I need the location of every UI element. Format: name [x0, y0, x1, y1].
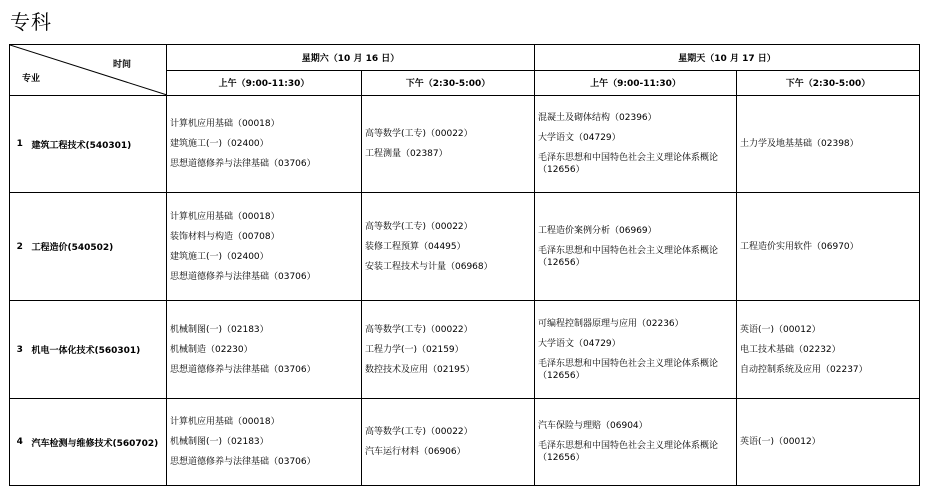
table-row: [10, 96, 920, 193]
course-item: 建筑施工(一)（02400）: [170, 139, 269, 149]
table-row: [10, 399, 920, 486]
sun-am-cell: [535, 193, 737, 301]
course-item: 电工技术基础（02232）: [740, 344, 841, 355]
corner-time-label: 时间: [112, 60, 131, 70]
course-item: 自动控制系统及应用（02237）: [740, 364, 868, 375]
sun-pm-cell: [737, 301, 920, 399]
course-item: 装修工程预算（04495）: [365, 241, 466, 252]
day-header-sunday: 星期天（10 月 17 日）: [535, 45, 920, 71]
sat-am-cell: [167, 399, 362, 486]
page-title: 专科: [10, 10, 52, 34]
course-item: 数控技术及应用（02195）: [365, 364, 475, 375]
course-item: 工程造价案例分析（06969）: [538, 225, 657, 236]
course-item: 大学语文（04729）: [538, 338, 621, 349]
sun-pm-cell: [737, 399, 920, 486]
course-item: 毛泽东思想和中国特色社会主义理论体系概论（12656）: [538, 441, 719, 463]
course-item: 英语(一)（00012）: [740, 324, 821, 335]
course-item: 工程造价实用软件（06970）: [740, 241, 859, 252]
course-item: 思想道德修养与法律基础（03706）: [170, 457, 316, 467]
course-item: 汽车保险与理赔（06904）: [538, 421, 648, 431]
major-name: 汽车检测与维修技术(560702): [30, 399, 167, 486]
major-name: 工程造价(540502): [30, 193, 167, 301]
sat-am-cell: [167, 96, 362, 193]
course-item: 高等数学(工专)（00022）: [365, 427, 473, 437]
sun-am-cell: [535, 301, 737, 399]
course-item: 可编程控制器原理与应用（02236）: [538, 318, 684, 329]
course-item: 毛泽东思想和中国特色社会主义理论体系概论（12656）: [538, 153, 719, 175]
slot-header-sat-am: 上午（9:00-11:30）: [167, 70, 362, 96]
major-name: 机电一体化技术(560301): [30, 301, 167, 399]
corner-major-label: 专业: [22, 74, 41, 84]
sun-am-cell: [535, 96, 737, 193]
course-item: 思想道德修养与法律基础（03706）: [170, 364, 316, 375]
sat-am-cell: [167, 193, 362, 301]
sat-pm-cell: [362, 96, 535, 193]
course-item: 高等数学(工专)（00022）: [365, 129, 473, 139]
course-item: 机械制造（02230）: [170, 344, 253, 355]
sat-pm-cell: [362, 399, 535, 486]
header-corner: [10, 45, 167, 96]
slot-header-sat-pm: 下午（2:30-5:00）: [362, 70, 535, 96]
row-number: 3: [10, 301, 30, 399]
row-number: 1: [10, 96, 30, 193]
slot-header-sun-am: 上午（9:00-11:30）: [535, 70, 737, 96]
major-name: 建筑工程技术(540301): [30, 96, 167, 193]
sat-pm-cell: [362, 301, 535, 399]
course-item: 大学语文（04729）: [538, 133, 621, 143]
course-item: 装饰材料与构造（00708）: [170, 231, 280, 242]
table-row: [10, 301, 920, 399]
sun-pm-cell: [737, 96, 920, 193]
table-row: [10, 193, 920, 301]
course-item: 毛泽东思想和中国特色社会主义理论体系概论（12656）: [538, 358, 719, 381]
course-item: 机械制图(一)（02183）: [170, 324, 269, 335]
course-item: 土力学及地基基础（02398）: [740, 139, 859, 149]
course-item: 英语(一)（00012）: [740, 437, 821, 447]
row-number: 2: [10, 193, 30, 301]
slot-header-sun-pm: 下午（2:30-5:00）: [737, 70, 920, 96]
course-item: 工程力学(一)（02159）: [365, 344, 464, 355]
course-item: 工程测量（02387）: [365, 149, 448, 159]
sat-pm-cell: [362, 193, 535, 301]
course-item: 思想道德修养与法律基础（03706）: [170, 159, 316, 169]
course-item: 汽车运行材料（06906）: [365, 447, 466, 457]
day-header-saturday: 星期六（10 月 16 日）: [167, 45, 535, 71]
diagonal-divider: [10, 45, 167, 95]
course-item: 混凝土及砌体结构（02396）: [538, 113, 657, 123]
course-item: 建筑施工(一)（02400）: [170, 251, 269, 262]
course-item: 计算机应用基础（00018）: [170, 119, 280, 129]
sat-am-cell: [167, 301, 362, 399]
course-item: 计算机应用基础（00018）: [170, 211, 280, 222]
course-item: 高等数学(工专)（00022）: [365, 324, 473, 335]
course-item: 高等数学(工专)（00022）: [365, 221, 473, 232]
course-item: 思想道德修养与法律基础（03706）: [170, 271, 316, 282]
sun-pm-cell: [737, 193, 920, 301]
course-item: 安装工程技术与计量（06968）: [365, 261, 493, 272]
course-item: 计算机应用基础（00018）: [170, 417, 280, 427]
row-number: 4: [10, 399, 30, 486]
sun-am-cell: [535, 399, 737, 486]
exam-schedule-table: [9, 44, 920, 486]
course-item: 机械制图(一)（02183）: [170, 437, 269, 447]
course-item: 毛泽东思想和中国特色社会主义理论体系概论（12656）: [538, 245, 719, 268]
